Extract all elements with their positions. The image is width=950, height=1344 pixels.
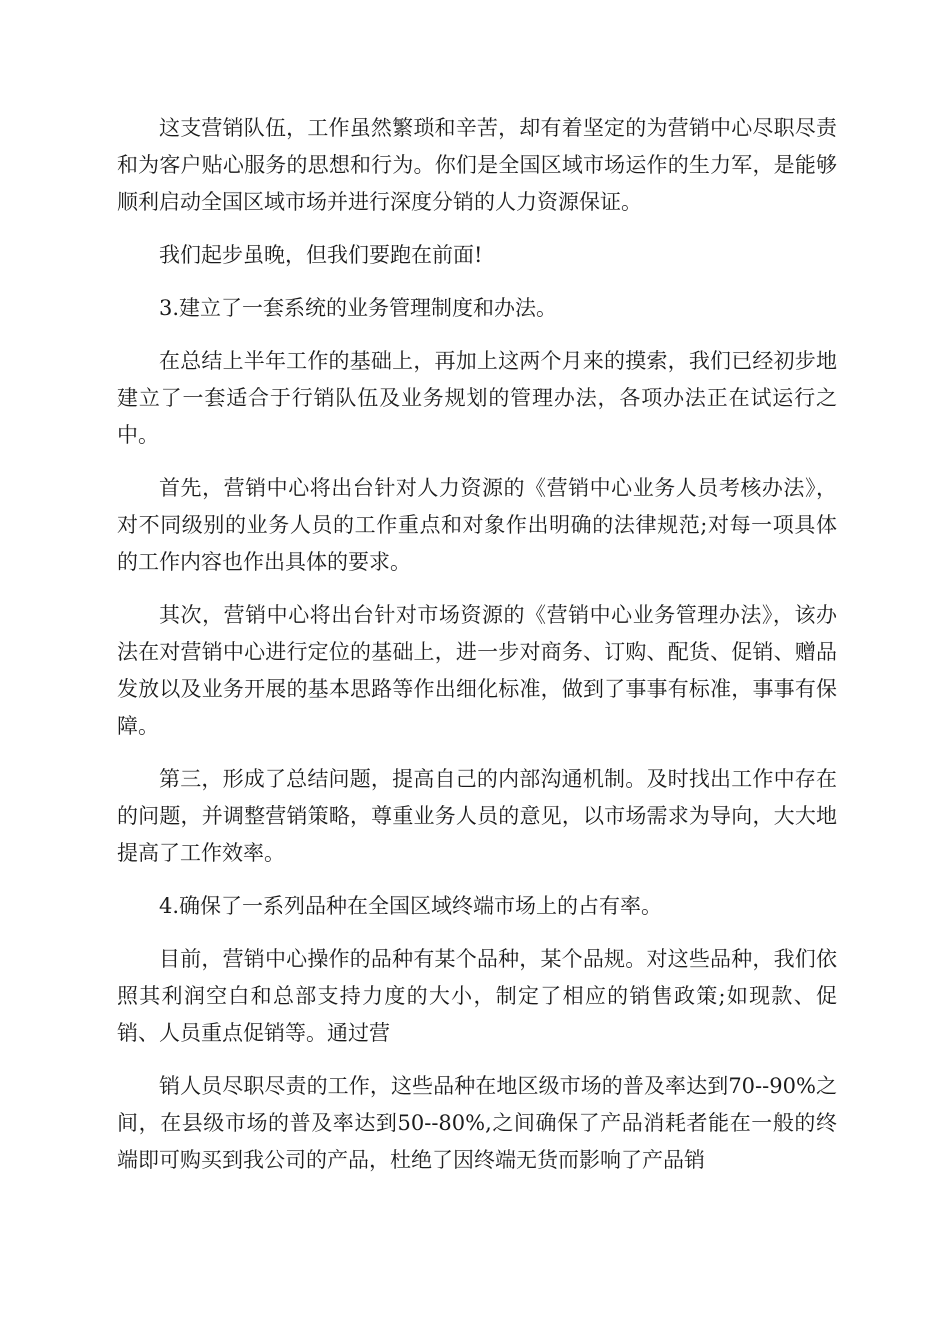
paragraph-first: 首先，营销中心将出台针对人力资源的《营销中心业务人员考核办法》，对不同级别的业务人员的工作重点和对象作出明确的法律规范;对每一项具体的工作内容也作出具体的要求。 [117,476,837,574]
paragraph-management-methods: 在总结上半年工作的基础上，再加上这两个月来的摸索，我们已经初步地建立了一套适合于行销队伍及业务规划的管理办法，各项办法正在试运行之中。 [117,349,837,447]
paragraph-team-praise: 这支营销队伍，工作虽然繁琐和辛苦，却有着坚定的为营销中心尽职尽责和为客户贴心服务的思想和行为。你们是全国区域市场运作的生力军，是能够顺利启动全国区域市场并进行深度分销的人力资源保证。 [117,116,837,214]
paragraph-run-ahead: 我们起步虽晚，但我们要跑在前面! [159,243,483,267]
paragraph-second: 其次，营销中心将出台针对市场资源的《营销中心业务管理办法》，该办法在对营销中心进行定位的基础上，进一步对商务、订购、配货、促销、赠品发放以及业务开展的基本思路等作出细化标准，做到了事事有标准，事事有保障。 [117,603,837,738]
section-heading-4: 4.确保了一系列品种在全国区域终端市场上的占有率。 [159,894,663,918]
paragraph-market-coverage: 销人员尽职尽责的工作，这些品种在地区级市场的普及率达到70--90%之间，在县级市场的普及率达到50--80%,之间确保了产品消耗者能在一般的终端即可购买到我公司的产品，杜绝了因终端无货而影响了产品销 [117,1074,837,1172]
document-page [117,110,837,1195]
paragraph-product-policy: 目前，营销中心操作的品种有某个品种，某个品规。对这些品种，我们依照其利润空白和总部支持力度的大小，制定了相应的销售政策;如现款、促销、人员重点促销等。通过营 [117,947,837,1045]
paragraph-third: 第三，形成了总结问题，提高自己的内部沟通机制。及时找出工作中存在的问题，并调整营销策略，尊重业务人员的意见，以市场需求为导向，大大地提高了工作效率。 [117,767,837,865]
section-heading-3: 3.建立了一套系统的业务管理制度和办法。 [159,296,558,320]
